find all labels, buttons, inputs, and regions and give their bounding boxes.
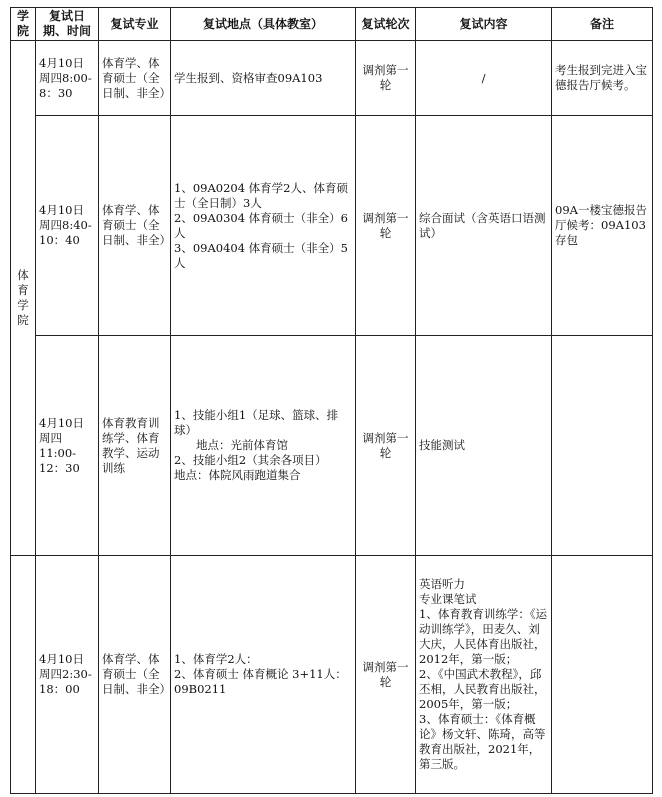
content-line: 2、《中国武术教程》，邱丕相，人民教育出版社，2005年，第一版；: [419, 667, 546, 711]
content-cell: [416, 116, 552, 336]
location-line: 学生报到、资格审查09A103: [174, 70, 323, 85]
header-date-time: 复试日期、时间: [36, 8, 99, 41]
location-line: 2、体育硕士 体育概论 3+11人： 09B0211: [174, 667, 347, 696]
location-cell: [171, 336, 356, 556]
date-line: 11:00-12：30: [39, 445, 80, 475]
date-line: 周四8:40-10：40: [39, 218, 92, 247]
header-location: 复试地点（具体教室）: [171, 8, 356, 41]
college-cell-empty: [11, 556, 36, 794]
location-line: 2、09A0304 体育硕士（非全）6人: [174, 210, 348, 240]
location-line: 3、09A0404 体育硕士（非全）5人: [174, 240, 348, 270]
header-round: 复试轮次: [356, 8, 416, 41]
content-cell: [416, 556, 552, 794]
location-line: 1、技能小组1（足球、篮球、排球）: [174, 408, 339, 437]
schedule-table: [10, 7, 653, 794]
major-cell: 体育学、体育硕士（全日制、非全）: [99, 556, 171, 794]
location-cell: [171, 116, 356, 336]
content-line: 综合面试（含英语口语测试）: [419, 210, 546, 240]
content-line: 技能测试: [419, 438, 465, 452]
note-cell: 考生报到完进入宝德报告厅候考。: [552, 41, 653, 116]
content-cell: [416, 336, 552, 556]
note-cell: [552, 556, 653, 794]
location-cell: [171, 556, 356, 794]
table-row: [11, 336, 653, 556]
header-college: 学院: [11, 8, 36, 41]
round-cell: 调剂第一轮: [356, 116, 416, 336]
content-cell: [416, 41, 552, 116]
date-line: 周四2:30-18：00: [39, 667, 92, 696]
location-cell: [171, 41, 356, 116]
major-cell: 体育学、体育硕士（全日制、非全）: [99, 41, 171, 116]
header-row: [11, 8, 653, 41]
table-row: [11, 116, 653, 336]
content-line: 专业课笔试: [419, 592, 477, 606]
date-cell: [36, 116, 99, 336]
location-line: 2、技能小组2（其余各项目）: [174, 453, 327, 467]
date-line: 4月10日: [39, 415, 84, 430]
content-line: /: [481, 70, 486, 85]
location-line: 1、09A0204 体育学2人、体育硕士（全日制）3人: [174, 180, 348, 210]
content-line: 英语听力: [419, 577, 465, 591]
table-row: [11, 556, 653, 794]
round-cell: 调剂第一轮: [356, 556, 416, 794]
content-line: 3、体育硕士：《体育概论》杨文轩、陈琦，高等教育出版社，2021年，第三版。: [419, 712, 546, 771]
location-line: 地点：体院风雨跑道集合: [174, 468, 301, 482]
date-cell: [36, 556, 99, 794]
content-line: 1、体育教育训练学：《运动训练学》，田麦久、刘大庆，人民体育出版社，2012年，第一版；: [419, 607, 548, 666]
round-cell: 调剂第一轮: [356, 336, 416, 556]
date-cell: [36, 336, 99, 556]
location-line: 地点：光前体育馆: [196, 438, 288, 452]
date-line: 4月10日: [39, 203, 84, 217]
major-cell: 体育教育训练学、体育教学、运动训练: [99, 336, 171, 556]
major-cell: 体育学、体育硕士（全日制、非全）: [99, 116, 171, 336]
college-cell: 体育学院: [11, 41, 36, 556]
header-note: 备注: [552, 8, 653, 41]
location-line: 1、体育学2人：: [174, 652, 258, 666]
header-major: 复试专业: [99, 8, 171, 41]
date-line: 4月10日: [39, 652, 84, 666]
note-cell: [552, 336, 653, 556]
date-line: 周四8:00-8：30: [39, 70, 92, 100]
note-cell: 09A一楼宝德报告厅候考：09A103存包: [552, 116, 653, 336]
date-cell: [36, 41, 99, 116]
date-line: 周四: [39, 430, 62, 445]
round-cell: 调剂第一轮: [356, 41, 416, 116]
date-line: 4月10日: [39, 55, 84, 70]
header-content: 复试内容: [416, 8, 552, 41]
table-row: [11, 41, 653, 116]
